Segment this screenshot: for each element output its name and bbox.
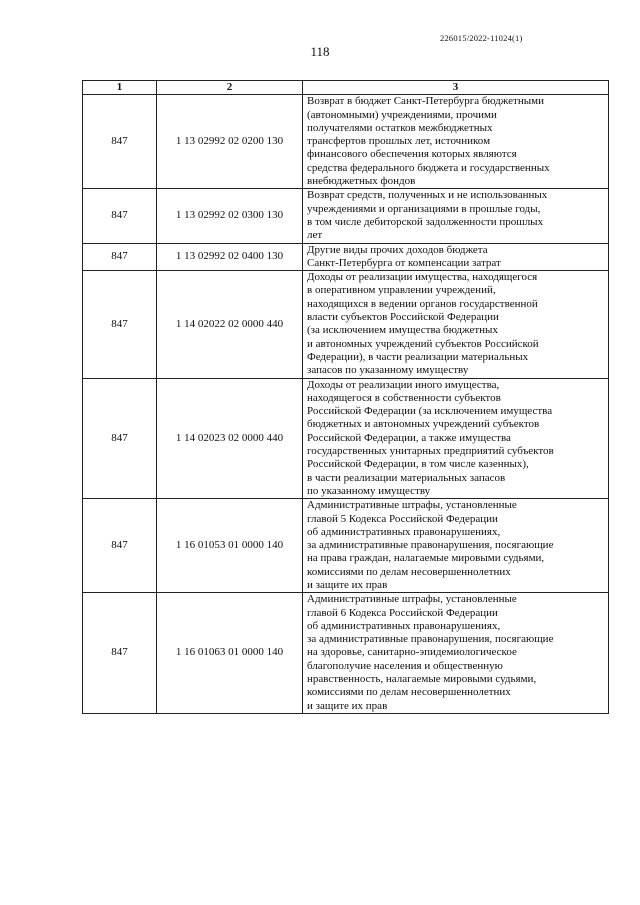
description-line: Санкт-Петербурга от компенсации затрат <box>307 256 501 269</box>
admin-code-cell: 847 <box>83 499 157 593</box>
description-line: за административные правонарушения, посягающие <box>307 633 554 646</box>
description-line: по указанному имуществу <box>307 484 431 497</box>
description-line: Административные штрафы, установленные <box>307 593 517 606</box>
description-line: комиссиями по делам несовершеннолетних <box>307 686 511 699</box>
revenue-code-cell: 1 13 02992 02 0300 130 <box>157 189 303 243</box>
description-line: (за исключением имущества бюджетных <box>307 324 498 337</box>
table-row <box>83 378 609 499</box>
description-line: Доходы от реализации имущества, находящегося <box>307 271 538 284</box>
description-line: Российской Федерации, в том числе казенных), <box>307 458 529 471</box>
revenue-code-cell: 1 14 02023 02 0000 440 <box>157 378 303 499</box>
description-line: нравственность, налагаемые мировыми судьями, <box>307 673 537 686</box>
table-row <box>83 95 609 189</box>
description-line: главой 5 Кодекса Российской Федерации <box>307 512 498 525</box>
description-line: Российской Федерации, а также имущества <box>307 431 511 444</box>
description-cell <box>303 499 609 593</box>
description-line: Возврат средств, полученных и не использованных <box>307 189 548 202</box>
revenue-code-cell: 1 16 01053 01 0000 140 <box>157 499 303 593</box>
revenue-code-cell: 1 14 02022 02 0000 440 <box>157 271 303 378</box>
description-line: на права граждан, налагаемые мировыми судьями, <box>307 552 545 565</box>
page-number: 118 <box>310 44 330 59</box>
description-cell <box>303 593 609 714</box>
table-header-row <box>83 81 609 95</box>
description-line: в том числе дебиторской задолженности прошлых <box>307 215 544 228</box>
description-line: и автономных учреждений субъектов Российской <box>307 337 539 350</box>
description-line: бюджетных и автономных учреждений субъектов <box>307 418 540 431</box>
document-id: 226015/2022-11024(1) <box>440 33 523 43</box>
table-row <box>83 271 609 378</box>
column-header-3: 3 <box>303 81 609 95</box>
table-row <box>83 499 609 593</box>
revenue-code-cell: 1 16 01063 01 0000 140 <box>157 593 303 714</box>
description-line: финансового обеспечения которых являются <box>307 148 517 161</box>
description-line: получателями остатков межбюджетных <box>307 121 493 134</box>
description-line: учреждениями и организациями в прошлые годы, <box>307 202 541 215</box>
description-line: запасов по указанному имуществу <box>307 364 469 377</box>
description-line: в оперативном управлении учреждений, <box>307 284 496 297</box>
admin-code-cell: 847 <box>83 271 157 378</box>
admin-code-cell: 847 <box>83 95 157 189</box>
table-row <box>83 593 609 714</box>
description-cell <box>303 378 609 499</box>
description-line: Возврат в бюджет Санкт-Петербурга бюджетными <box>307 95 544 108</box>
description-cell <box>303 271 609 378</box>
description-line: Российской Федерации (за исключением имущества <box>307 405 553 418</box>
revenue-codes-table <box>82 80 609 714</box>
description-cell <box>303 189 609 243</box>
description-line: Другие виды прочих доходов бюджета <box>307 243 488 256</box>
description-line: об административных правонарушениях, <box>307 525 501 538</box>
table-body <box>83 95 609 714</box>
description-line: находящегося в собственности субъектов <box>307 391 501 404</box>
description-line: в части реализации материальных запасов <box>307 471 506 484</box>
revenue-code-cell: 1 13 02992 02 0400 130 <box>157 243 303 271</box>
description-line: находящихся в ведении органов государственной <box>307 297 538 310</box>
column-header-2: 2 <box>157 81 303 95</box>
table-row <box>83 189 609 243</box>
description-line: трансфертов прошлых лет, источником <box>307 135 491 148</box>
description-line: комиссиями по делам несовершеннолетних <box>307 565 511 578</box>
description-line: Доходы от реализации иного имущества, <box>307 378 500 391</box>
description-cell <box>303 243 609 271</box>
admin-code-cell: 847 <box>83 243 157 271</box>
description-cell <box>303 95 609 189</box>
description-line: внебюджетных фондов <box>307 175 416 188</box>
description-line: Административные штрафы, установленные <box>307 499 517 512</box>
description-line: и защите их прав <box>307 699 388 712</box>
description-line: государственных унитарных предприятий субъектов <box>307 445 554 458</box>
admin-code-cell: 847 <box>83 378 157 499</box>
admin-code-cell: 847 <box>83 189 157 243</box>
description-line: средства федерального бюджета и государственных <box>307 161 550 174</box>
description-line: об административных правонарушениях, <box>307 619 501 632</box>
description-line: власти субъектов Российской Федерации <box>307 311 499 324</box>
description-line: (автономными) учреждениями, прочими <box>307 108 497 121</box>
revenue-code-cell: 1 13 02992 02 0200 130 <box>157 95 303 189</box>
column-header-1: 1 <box>83 81 157 95</box>
description-line: за административные правонарушения, посягающие <box>307 539 554 552</box>
description-line: главой 6 Кодекса Российской Федерации <box>307 606 498 619</box>
description-line: на здоровье, санитарно-эпидемиологическое <box>307 646 517 659</box>
description-line: Федерации), в части реализации материальных <box>307 350 529 363</box>
description-line: благополучие населения и общественную <box>307 659 503 672</box>
admin-code-cell: 847 <box>83 593 157 714</box>
description-line: и защите их прав <box>307 578 388 591</box>
table-row <box>83 243 609 271</box>
description-line: лет <box>307 229 323 242</box>
